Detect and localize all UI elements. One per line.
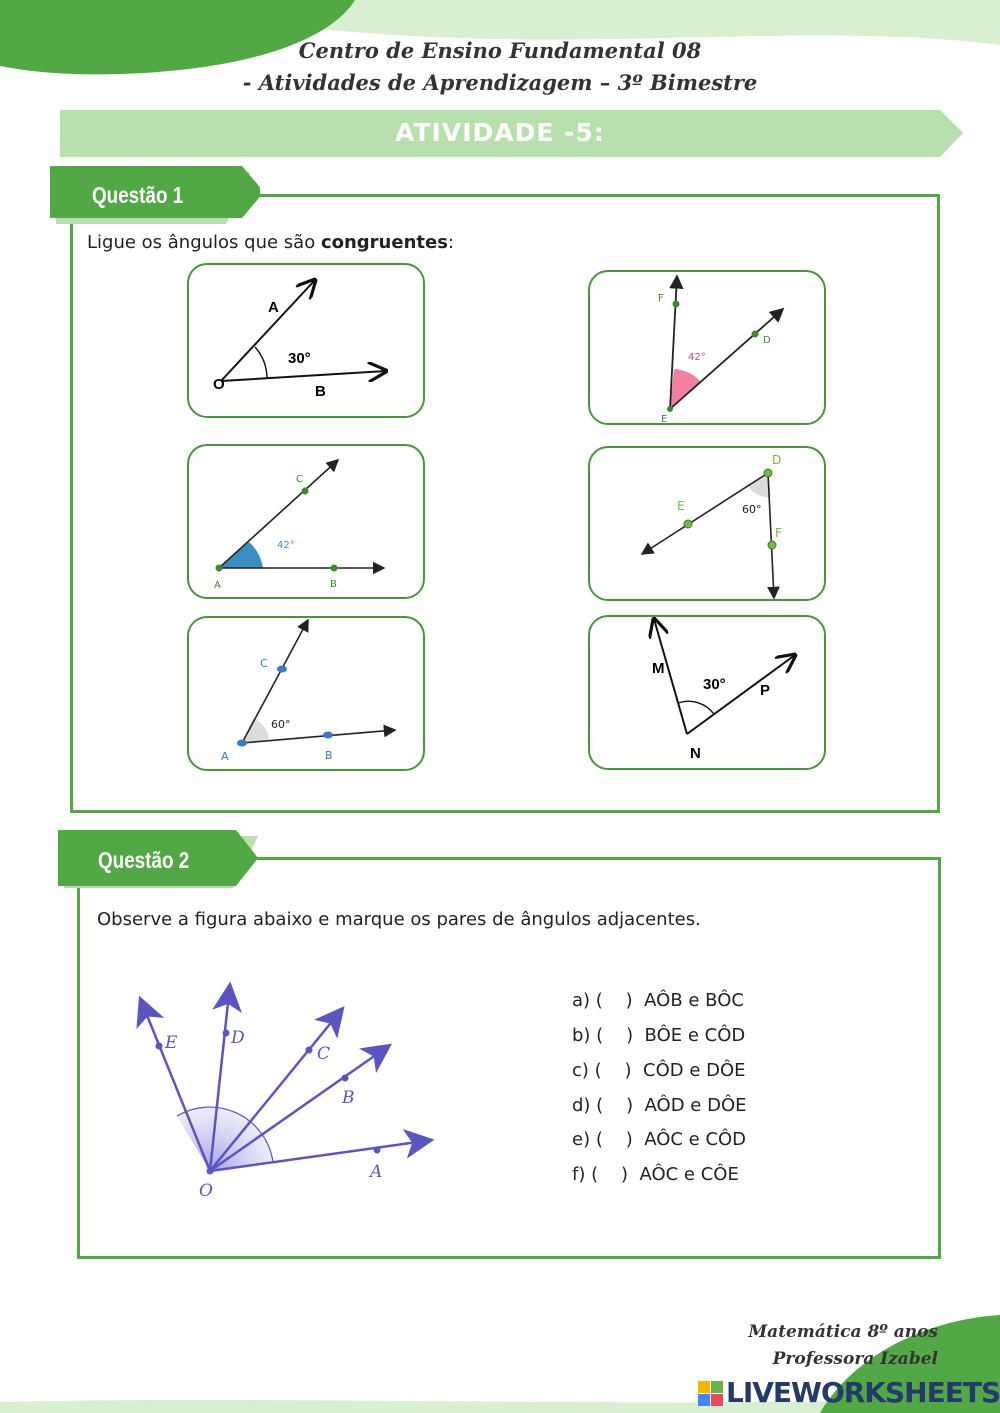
liveworksheets-logo-icon <box>698 1381 724 1407</box>
angle-figure-6 <box>590 617 828 772</box>
option-a[interactable]: a) ( ) AÔB e BÔC <box>572 990 744 1011</box>
label-n: N <box>690 745 701 762</box>
label-d: D <box>231 1028 245 1048</box>
label-f: F <box>775 526 782 540</box>
liveworksheets-brand: LIVEWORKSHEETS <box>726 1376 1000 1409</box>
footer-teacher: Professora Izabel <box>772 1349 938 1369</box>
instruction-keyword: congruentes <box>320 232 448 253</box>
label-b: B <box>325 749 333 762</box>
label-e: E <box>677 499 685 513</box>
adjacent-angles-figure <box>110 970 450 1210</box>
label-a: A <box>268 299 279 316</box>
instruction-colon: : <box>447 232 454 253</box>
label-o: O <box>199 1181 213 1201</box>
option-b[interactable]: b) ( ) BÔE e CÔD <box>572 1025 746 1046</box>
angle-figure-2 <box>590 272 828 427</box>
label-d: D <box>772 453 782 467</box>
angle-figure-4 <box>590 448 828 603</box>
angle-card-5[interactable] <box>187 616 425 771</box>
angle-value: 60° <box>271 718 291 731</box>
question2-label: Questão 2 <box>98 847 190 873</box>
activity-subtitle: - Atividades de Aprendizagem – 3º Bimestre <box>242 70 758 95</box>
angle-card-4[interactable] <box>588 446 826 601</box>
label-a: A <box>221 750 229 763</box>
option-d[interactable]: d) ( ) AÔD e DÔE <box>572 1095 747 1116</box>
angle-card-6[interactable] <box>588 615 826 770</box>
instruction-text: Ligue os ângulos que são <box>87 232 321 253</box>
label-c: C <box>296 474 303 485</box>
angle-card-2[interactable] <box>588 270 826 425</box>
label-c: C <box>260 657 268 670</box>
school-name: Centro de Ensino Fundamental 08 <box>298 38 702 63</box>
angle-figure-5 <box>189 618 427 773</box>
activity-title: ATIVIDADE -5: <box>395 118 605 147</box>
label-o: O <box>213 376 225 393</box>
label-b: B <box>315 383 326 400</box>
angle-value: 60° <box>742 503 762 516</box>
label-m: M <box>652 660 665 677</box>
label-a: A <box>370 1162 383 1182</box>
option-e[interactable]: e) ( ) AÔC e CÔD <box>572 1129 747 1150</box>
angle-value: 42° <box>688 352 706 363</box>
label-e: E <box>165 1033 178 1053</box>
option-c[interactable]: c) ( ) CÔD e DÔE <box>572 1060 746 1081</box>
angle-value: 30° <box>288 350 311 367</box>
angle-card-1[interactable] <box>187 263 425 418</box>
label-f: F <box>658 293 664 304</box>
label-b: B <box>342 1088 355 1108</box>
label-d: D <box>763 335 771 346</box>
label-e: E <box>661 414 668 425</box>
question1-label: Questão 1 <box>92 182 184 208</box>
footer-course: Matemática 8º anos <box>748 1322 938 1342</box>
label-b: B <box>330 579 337 590</box>
angle-value: 42° <box>277 540 295 551</box>
angle-card-3[interactable] <box>187 444 425 599</box>
label-a: A <box>214 580 221 591</box>
label-p: P <box>760 682 771 699</box>
question2-instruction: Observe a figura abaixo e marque os pares de ângulos adjacentes. <box>97 909 701 930</box>
question1-instruction <box>87 232 454 253</box>
angle-figure-1 <box>189 265 427 420</box>
option-f[interactable]: f) ( ) AÔC e CÔE <box>572 1164 739 1185</box>
label-c: C <box>317 1044 331 1064</box>
angle-value: 30° <box>703 676 726 693</box>
angle-figure-3 <box>189 446 427 601</box>
